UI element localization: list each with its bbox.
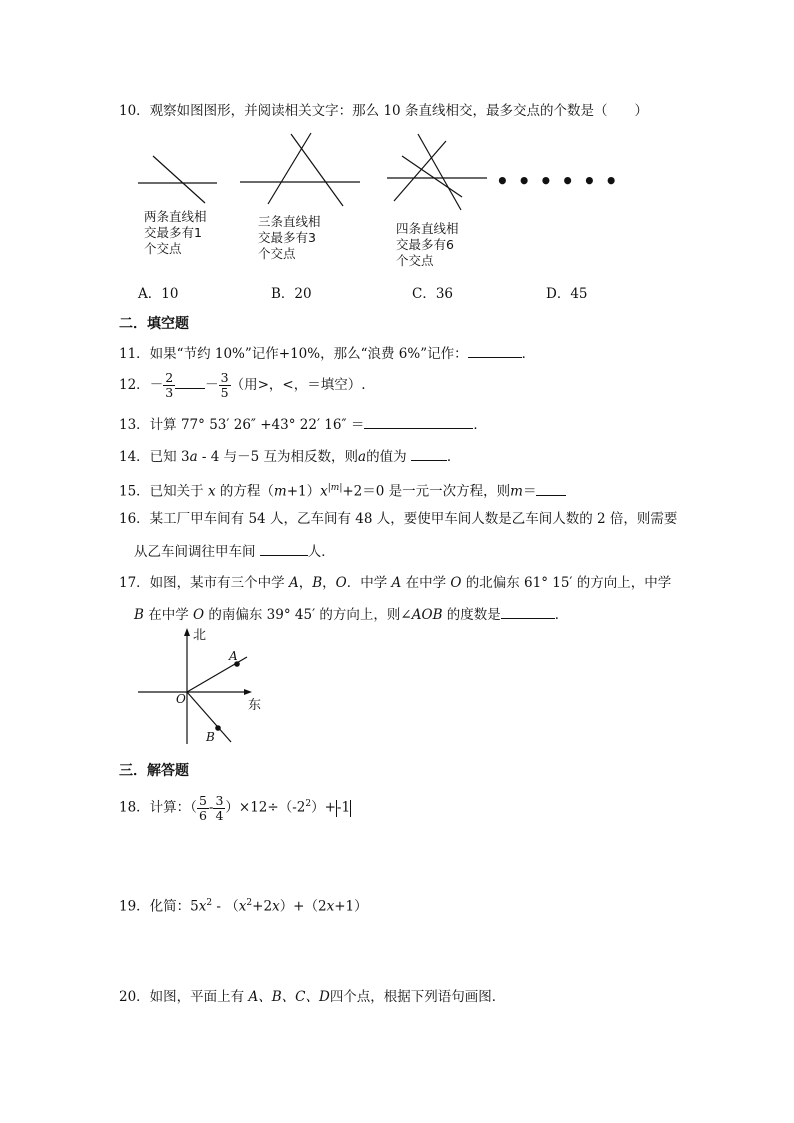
question-17-line-1: 17．如图，某市有三个中学 A，B，O．中学 A 在中学 O 的北偏东 61° 15′ 的方向上，中学 — [119, 575, 672, 591]
question-number: 12． — [119, 377, 150, 393]
north-label: 北 — [193, 628, 207, 643]
minus-sign: － — [149, 377, 164, 393]
question-10-text: 10．观察如图图形，并阅读相关文字：那么 10 条直线相交，最多交点的个数是（ ） — [119, 103, 648, 119]
label-a: A — [229, 649, 238, 663]
variable-x: x — [207, 483, 216, 500]
variable-m: m — [273, 483, 287, 500]
ellipsis-dots: • • • • • • — [496, 169, 619, 193]
question-15-text: +1） — [286, 483, 321, 500]
caption-line: 三条直线相 — [258, 214, 321, 229]
option-a[interactable]: A．10 — [138, 286, 179, 302]
question-20-text: 四个点，根据下列语句画图． — [329, 989, 506, 1005]
fraction-5-6: $\frac{5}{6}$ — [198, 792, 207, 823]
caption-line: 交最多有6 — [396, 237, 454, 252]
punct: ． — [473, 417, 487, 433]
question-15-text: 15．已知关于 — [119, 483, 208, 500]
option-c[interactable]: C．36 — [412, 286, 454, 302]
east-label: 东 — [248, 698, 262, 713]
question-11-text: 11．如果“节约 10%”记作+10%，那么“浪费 6%”记作： — [119, 346, 468, 362]
caption-line: 个交点 — [144, 241, 182, 256]
abs-value: -1 — [336, 799, 351, 816]
question-14-text: 的值为 — [366, 449, 411, 465]
question-14-text: - 4 与－5 互为相反数，则 — [197, 449, 359, 465]
caption-line: 交最多有1 — [144, 225, 202, 240]
caption-line: 两条直线相 — [144, 209, 207, 224]
question-19-text: 19．化简：5 — [119, 898, 199, 915]
caption-line: 个交点 — [258, 246, 296, 261]
minus-sign: － — [205, 377, 219, 393]
punct: ． — [446, 449, 461, 465]
abs-bar-right — [350, 800, 351, 817]
question-15-text: +2＝0 是一元一次方程，则 — [342, 483, 511, 500]
points-list: A、B、C、D — [248, 989, 330, 1005]
fraction-3-4: $\frac{3}{4}$ — [215, 792, 224, 823]
question-17-line-2: B 在中学 O 的南偏东 39° 45′ 的方向上，则∠AOB 的度数是 ． — [134, 607, 569, 623]
question-16-text: 从乙车间调往甲车间 — [134, 544, 260, 560]
question-13-text: 13．计算 77° 53′ 26″ +43° 22′ 16″ ＝ — [119, 417, 365, 433]
question-15-text: ＝ — [522, 483, 537, 500]
question-16-text: 人． — [307, 544, 335, 560]
question-18: 18．计算：（ $\frac{5}{6}$ - $\frac{3}{4}$ ）$\times 12\div(-2^2)+-1$ — [119, 792, 351, 823]
north-arrowhead — [184, 628, 190, 636]
caption-line: 个交点 — [396, 253, 434, 268]
caption-line: 四条直线相 — [396, 221, 459, 236]
question-12-text: （用>，<，＝填空）. — [230, 377, 366, 393]
section-solve-heading: 三．解答题 — [119, 763, 189, 779]
variable-m: m — [510, 483, 523, 500]
label-b: B — [206, 730, 215, 744]
question-16-line-1: 16．某工厂甲车间有 54 人，乙车间有 48 人，要使甲车间人数是乙车间人数的 2 倍，则需要 — [119, 511, 678, 527]
question-20-text: 20．如图，平面上有 — [119, 989, 249, 1005]
question-19: 19．化简：$5x^2 - (x^2+2x)+(2x+1)$ — [119, 898, 368, 915]
point-b — [215, 725, 221, 731]
question-14-text: 14．已知 3 — [119, 449, 190, 465]
variable-a: a — [189, 449, 198, 465]
fraction-2-3: $\frac{2}{3}$ — [165, 370, 174, 400]
caption-line: 交最多有3 — [258, 230, 316, 245]
question-17-text: 17．如图，某市有三个中学 — [119, 575, 289, 591]
variable-a: a — [358, 449, 367, 465]
option-b[interactable]: B．20 — [271, 286, 312, 302]
question-20 — [119, 988, 505, 1006]
variable-x: x — [320, 483, 328, 500]
exponent: |m| — [327, 483, 343, 493]
option-d[interactable]: D．45 — [546, 286, 588, 302]
question-15-text: 的方程（ — [215, 483, 274, 500]
label-o: O — [176, 692, 186, 706]
punct: ． — [521, 346, 536, 362]
section-fill-in-heading: 二．填空题 — [119, 316, 189, 332]
fraction-3-5: $\frac{3}{5}$ — [220, 370, 229, 400]
question-18-text: 18．计算：（ — [119, 799, 197, 816]
